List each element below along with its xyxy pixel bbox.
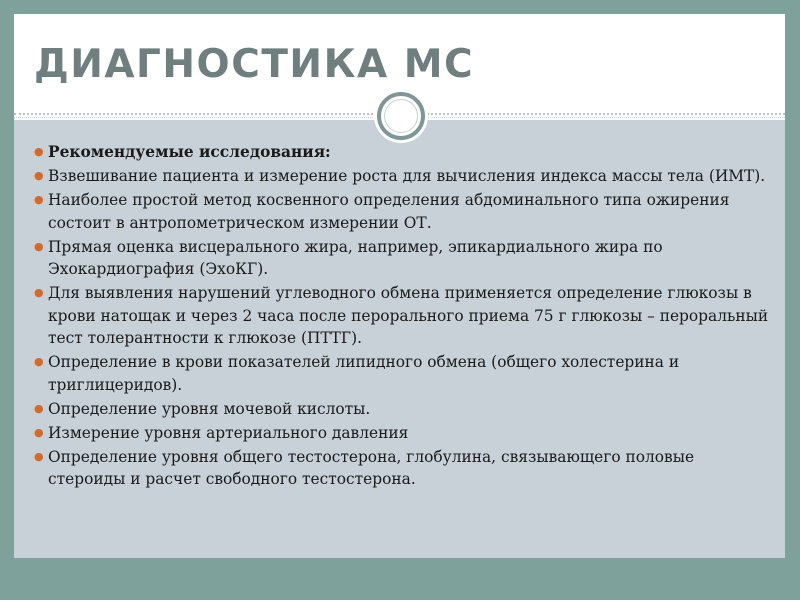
bullet-icon: ● [34, 449, 44, 463]
list-item-text: Измерение уровня артериального давления [48, 423, 409, 442]
list-item [34, 189, 769, 234]
list-item-text: Взвешивание пациента и измерение роста для вычисления индекса массы тела (ИМТ). [48, 167, 766, 185]
bullet-icon: ● [34, 286, 44, 299]
list-item [34, 422, 769, 445]
list-item-text: Наиболее простой метод косвенного определения абдоминального типа ожирения состоит в антропометрическом измерении ОТ. [48, 191, 730, 232]
list-item [34, 282, 769, 350]
list-item-text: Рекомендуемые исследования: [48, 143, 331, 161]
list-item [34, 236, 769, 281]
list-item [34, 165, 769, 188]
slide [14, 14, 785, 587]
list-item [34, 351, 769, 396]
bullet-icon: ● [34, 193, 44, 206]
list-item [34, 446, 769, 491]
list-item [34, 141, 769, 164]
bullet-list [34, 141, 769, 492]
list-item-text: Для выявления нарушений углеводного обмена применяется определение глюкозы в крови натощак и через 2 часа после перорального приема 75 г глюкозы – пероральный тест толерантности к глюкозе (ПТТГ). [48, 284, 769, 347]
bullet-icon: ● [34, 425, 44, 439]
bullet-icon: ● [34, 145, 44, 158]
bullet-icon: ● [34, 401, 44, 415]
slide-title: ДИАГНОСТИКА МС [34, 42, 475, 87]
list-item-text: Определение уровня общего тестостерона, глобулина, связывающего половые стероиды и расчет свободного тестостерона. [48, 447, 695, 488]
bullet-icon: ● [34, 355, 44, 368]
list-item [34, 398, 769, 421]
list-item-text: Определение уровня мочевой кислоты. [48, 399, 371, 418]
circle-ornament-icon [377, 92, 425, 140]
footer-band [14, 558, 785, 587]
bullet-icon: ● [34, 169, 44, 182]
bullet-icon: ● [34, 239, 44, 253]
list-item-text: Прямая оценка висцерального жира, например, эпикардиального жира по Эхокардиография (ЭхоКГ). [48, 237, 663, 278]
list-item-text: Определение в крови показателей липидного обмена (общего холестерина и триглицеридов). [48, 353, 680, 394]
